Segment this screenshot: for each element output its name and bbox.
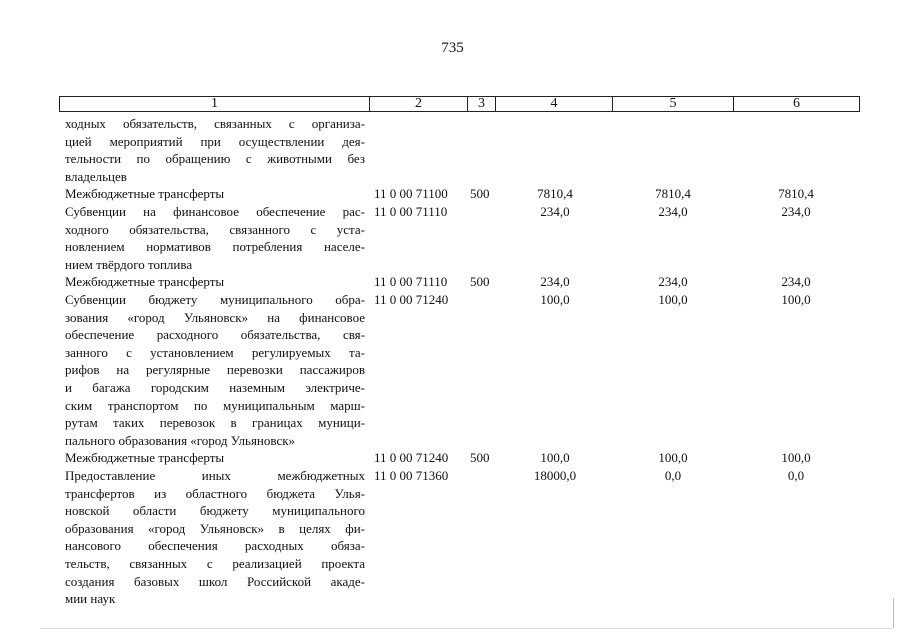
row-value-5: 100,0 bbox=[658, 291, 688, 307]
description-line: зования «город Ульяновск» на финансовое bbox=[65, 309, 365, 325]
row-code: 11 0 00 71110 bbox=[374, 203, 448, 219]
scan-border-mark bbox=[40, 628, 893, 629]
row-value-4: 100,0 bbox=[540, 291, 570, 307]
row-code: 11 0 00 71360 bbox=[374, 467, 449, 483]
row-description bbox=[65, 291, 365, 449]
description-line: нансового обеспечения расходных обяза- bbox=[65, 538, 365, 554]
description-line: и багажа городским наземным электриче- bbox=[65, 379, 365, 395]
table-row bbox=[0, 203, 905, 273]
table-body bbox=[0, 115, 905, 608]
row-description bbox=[65, 467, 365, 608]
description-line: пального образования «город Ульяновск» bbox=[65, 432, 296, 448]
row-value-5: 234,0 bbox=[658, 203, 688, 219]
header-col-3: 3 bbox=[467, 97, 495, 111]
description-line: цией мероприятий при осуществлении дея- bbox=[65, 133, 365, 149]
description-line: рифов на регулярные перевозки пассажиров bbox=[65, 362, 365, 378]
row-description bbox=[65, 449, 365, 467]
row-value-6: 234,0 bbox=[781, 274, 811, 290]
description-line: тельности по обращению с животными без bbox=[65, 151, 365, 167]
table-row bbox=[0, 273, 905, 291]
row-value-6: 0,0 bbox=[787, 467, 805, 483]
table-row bbox=[0, 115, 905, 185]
description-line: трансфертов из областного бюджета Улья- bbox=[65, 485, 365, 501]
description-line: обеспечение расходного обязательства, свя- bbox=[65, 327, 365, 343]
description-line: ходного обязательства, связанного с уста- bbox=[65, 221, 365, 237]
row-value-5: 100,0 bbox=[658, 450, 688, 466]
row-code: 11 0 00 71240 bbox=[374, 291, 449, 307]
table-header bbox=[59, 96, 860, 112]
row-value-4: 100,0 bbox=[540, 450, 570, 466]
description-line: тельств, связанных с реализацией проекта bbox=[65, 555, 365, 571]
description-line: образования «город Ульяновск» в целях фи- bbox=[65, 520, 365, 536]
row-value-4: 18000,0 bbox=[533, 467, 577, 483]
row-value-6: 234,0 bbox=[781, 203, 811, 219]
row-value-5: 0,0 bbox=[664, 467, 682, 483]
row-code: 11 0 00 71100 bbox=[374, 186, 448, 202]
description-line: нием твёрдого топлива bbox=[65, 256, 193, 272]
description-line: новской области бюджету муниципального bbox=[65, 503, 365, 519]
description-line: Субвенции на финансовое обеспечение рас- bbox=[65, 203, 365, 219]
row-value-5: 234,0 bbox=[658, 274, 688, 290]
description-line: Межбюджетные трансферты bbox=[65, 186, 225, 202]
description-line: новлением нормативов потребления населе- bbox=[65, 239, 365, 255]
page-number: 735 bbox=[441, 40, 464, 56]
table-row bbox=[0, 185, 905, 203]
row-value-4: 7810,4 bbox=[537, 186, 573, 202]
row-type: 500 bbox=[470, 274, 490, 290]
description-line: ходных обязательств, связанных с организа- bbox=[65, 116, 365, 131]
row-description bbox=[65, 115, 365, 185]
table-row bbox=[0, 449, 905, 467]
row-description bbox=[65, 185, 365, 203]
description-line: владельцев bbox=[65, 168, 127, 184]
table-row bbox=[0, 467, 905, 608]
scan-border-mark bbox=[893, 598, 894, 628]
row-value-6: 7810,4 bbox=[778, 186, 814, 202]
description-line: занного с установлением регулируемых та- bbox=[65, 344, 365, 360]
description-line: Межбюджетные трансферты bbox=[65, 274, 225, 290]
row-value-4: 234,0 bbox=[540, 274, 570, 290]
row-code: 11 0 00 71240 bbox=[374, 450, 449, 466]
header-col-5: 5 bbox=[612, 97, 733, 111]
row-value-6: 100,0 bbox=[781, 450, 811, 466]
row-value-6: 100,0 bbox=[781, 291, 811, 307]
header-col-2: 2 bbox=[369, 97, 467, 111]
row-description bbox=[65, 273, 365, 291]
description-line: мии наук bbox=[65, 591, 116, 607]
header-col-6: 6 bbox=[733, 97, 859, 111]
description-line: Субвенции бюджету муниципального обра- bbox=[65, 291, 365, 307]
row-type: 500 bbox=[470, 450, 490, 466]
row-code: 11 0 00 71110 bbox=[374, 274, 448, 290]
description-line: создания базовых школ Российской акаде- bbox=[65, 573, 365, 589]
description-line: Предоставление иных межбюджетных bbox=[65, 467, 365, 483]
row-value-5: 7810,4 bbox=[655, 186, 691, 202]
header-col-4: 4 bbox=[495, 97, 612, 111]
header-col-1: 1 bbox=[211, 96, 218, 111]
row-value-4: 234,0 bbox=[540, 203, 570, 219]
description-line: рутам таких перевозок в границах муници- bbox=[65, 415, 365, 431]
table-row bbox=[0, 291, 905, 449]
description-line: ским транспортом по муниципальным марш- bbox=[65, 397, 365, 413]
row-description bbox=[65, 203, 365, 273]
row-type: 500 bbox=[470, 186, 490, 202]
description-line: Межбюджетные трансферты bbox=[65, 450, 225, 466]
